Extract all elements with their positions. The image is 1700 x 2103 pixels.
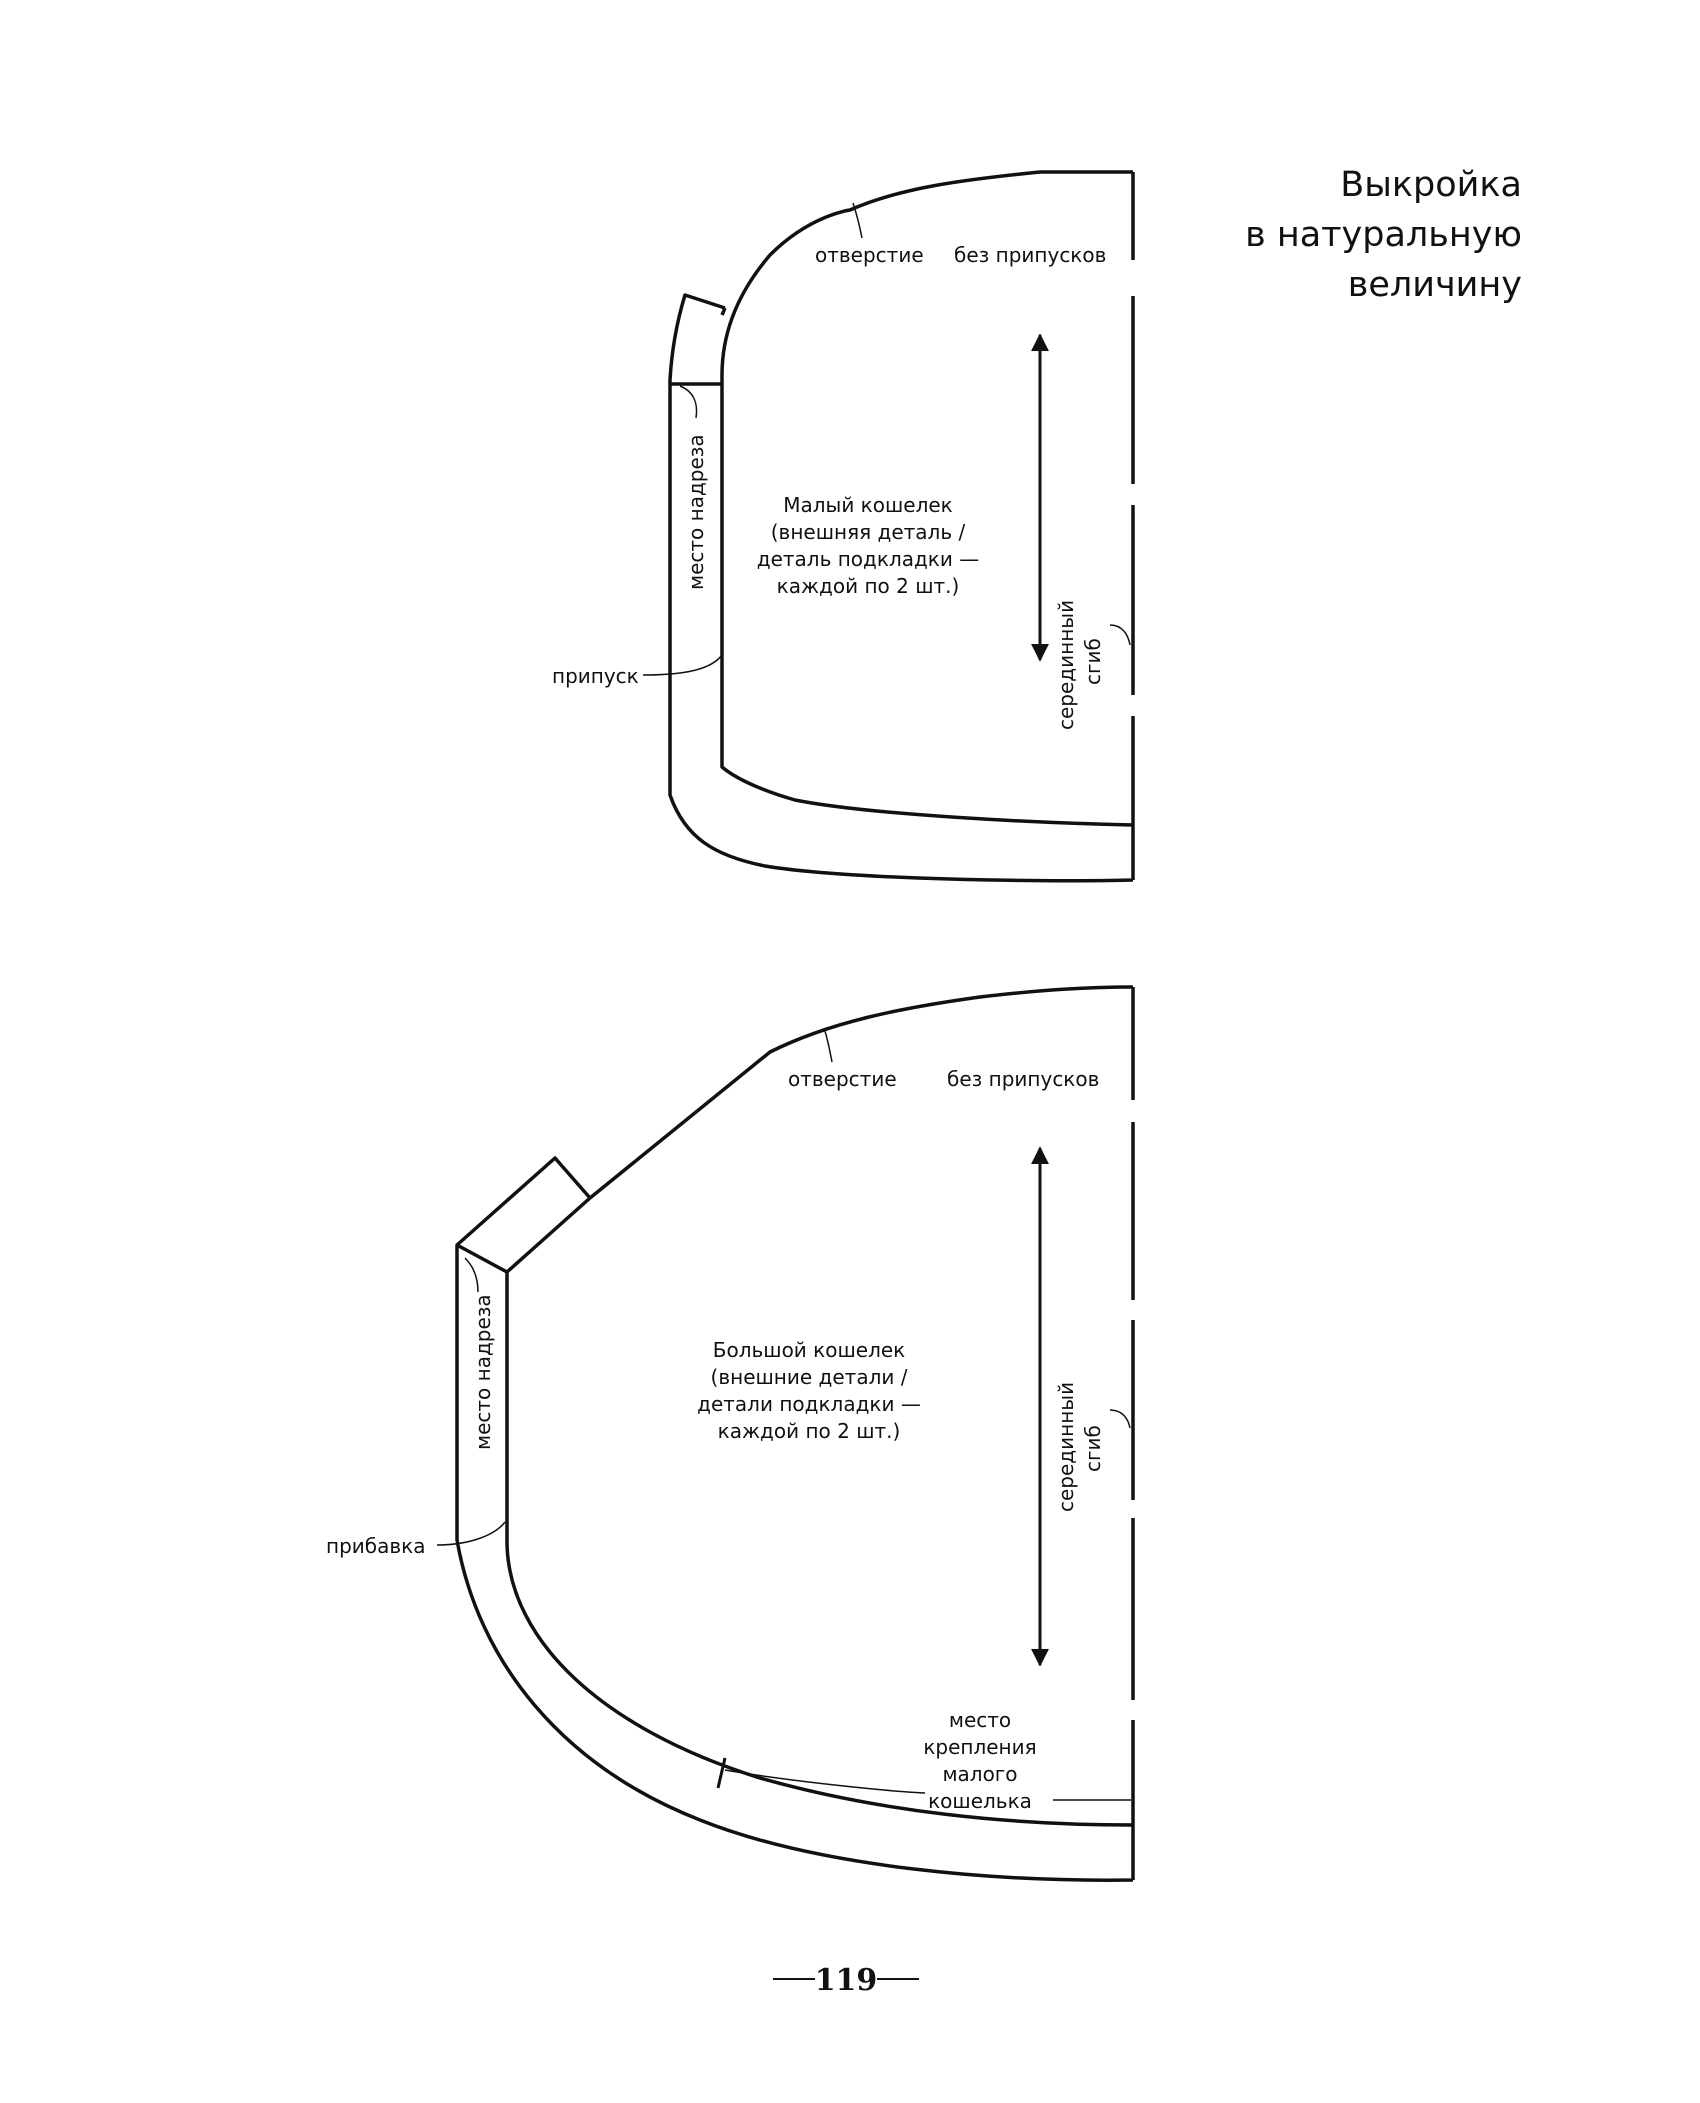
- large-attach-label: [923, 1708, 1036, 1813]
- small-fold-label-2: сгиб: [1081, 638, 1105, 685]
- large-cut-leader: [465, 1258, 478, 1292]
- large-fold-leader: [1110, 1410, 1130, 1428]
- large-piece-label: [697, 1338, 921, 1443]
- small-cut-notch-end: [722, 308, 725, 315]
- small-piece-line-2: (внешняя деталь /: [770, 520, 966, 544]
- small-allowance-label: припуск: [552, 664, 639, 688]
- small-cut-leader: [680, 386, 697, 418]
- large-attach-leader: [725, 1770, 925, 1793]
- large-attach-line-2: крепления: [923, 1735, 1037, 1759]
- small-fold-leader: [1110, 625, 1130, 645]
- large-attach-line-1: место: [948, 1708, 1012, 1732]
- small-no-allowance-label: без припусков: [954, 243, 1107, 267]
- large-cut-label: место надреза: [471, 1294, 495, 1450]
- large-fold-label-2: сгиб: [1081, 1425, 1105, 1472]
- small-piece-line-1: Малый кошелек: [783, 493, 953, 517]
- large-piece-line-2: (внешние детали /: [710, 1365, 908, 1389]
- large-piece-line-4: каждой по 2 шт.): [717, 1419, 901, 1443]
- large-opening-label: отверстие: [788, 1067, 897, 1091]
- small-opening-label: отверстие: [815, 243, 924, 267]
- small-piece-line-4: каждой по 2 шт.): [776, 574, 960, 598]
- large-piece-line-3: детали подкладки —: [697, 1392, 921, 1416]
- small-fold-label-1: серединный: [1054, 599, 1078, 730]
- large-addition-leader: [437, 1522, 505, 1545]
- title-line-2: в натуральную: [1245, 215, 1522, 255]
- large-piece-line-1: Большой кошелек: [712, 1338, 906, 1362]
- small-piece-label: [757, 493, 980, 598]
- small-piece-line-3: деталь подкладки —: [756, 547, 980, 571]
- small-cut-label: место надреза: [684, 434, 708, 590]
- large-attach-line-3: малого: [942, 1762, 1018, 1786]
- title-line-1: Выкройка: [1340, 165, 1522, 205]
- large-fold-label-1: серединный: [1054, 1381, 1078, 1512]
- large-attach-line-4: кошелька: [928, 1789, 1032, 1813]
- large-addition-label: прибавка: [326, 1534, 426, 1558]
- large-no-allowance-label: без припусков: [947, 1067, 1100, 1091]
- page-number-group: [773, 1963, 919, 1998]
- page-number: 119: [814, 1963, 878, 1998]
- small-allowance-leader: [643, 655, 722, 675]
- large-opening-leader: [824, 1028, 832, 1062]
- title-line-3: величину: [1347, 265, 1522, 305]
